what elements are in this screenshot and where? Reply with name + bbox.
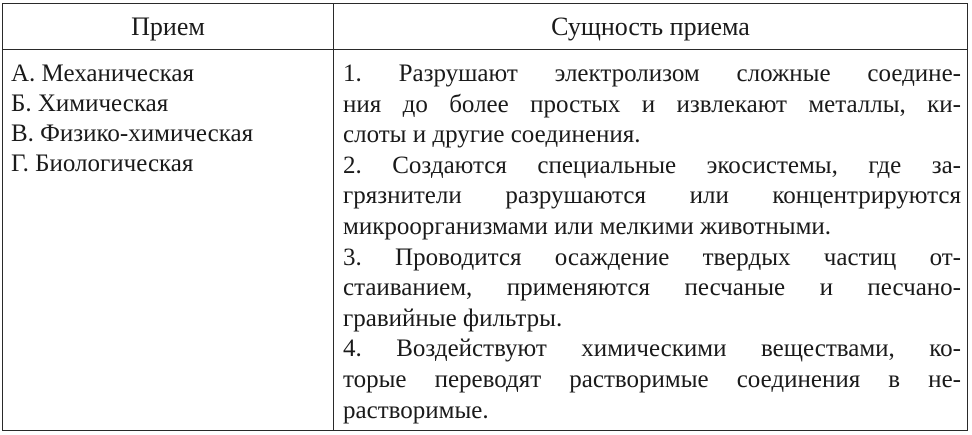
description-line: 2. Создаются специальные экосистемы, где за- [343, 151, 961, 179]
description-line: торые переводят растворимые соединения в не- [343, 365, 961, 393]
methods-list [11, 59, 331, 179]
description-item [343, 151, 961, 243]
description-item [343, 59, 961, 151]
method-item: Г. Биологическая [11, 150, 194, 177]
header-essence: Сущность приема [551, 11, 750, 41]
description-line: микроорганизмами или мелкими животными. [343, 212, 832, 240]
description-line: слоты и другие соединения. [343, 121, 641, 149]
description-item [343, 334, 961, 426]
description-line: растворимые. [343, 396, 489, 424]
description-line: 1. Разрушают электролизом сложные соедине- [343, 60, 961, 87]
column-divider [333, 4, 334, 430]
description-line: грязнители разрушаются или концентрируются [343, 182, 961, 210]
method-item: Б. Химическая [11, 90, 169, 117]
description-item [343, 243, 961, 335]
header-method: Прием [131, 11, 205, 41]
method-item: В. Физико-химическая [11, 120, 254, 147]
method-item: А. Механическая [11, 60, 194, 87]
description-line: 3. Проводится осаждение твердых частиц от- [343, 243, 961, 271]
description-line: гравийные фильтры. [343, 304, 563, 332]
description-line: ния до более простых и извлекают металлы, ки- [343, 90, 961, 118]
description-line: 4. Воздействуют химическими веществами, ко- [343, 335, 961, 363]
descriptions-list [343, 59, 961, 426]
description-line: стаиванием, применяются песчаные и песчано- [343, 274, 961, 302]
header-divider [3, 49, 967, 50]
methods-table [2, 3, 968, 431]
